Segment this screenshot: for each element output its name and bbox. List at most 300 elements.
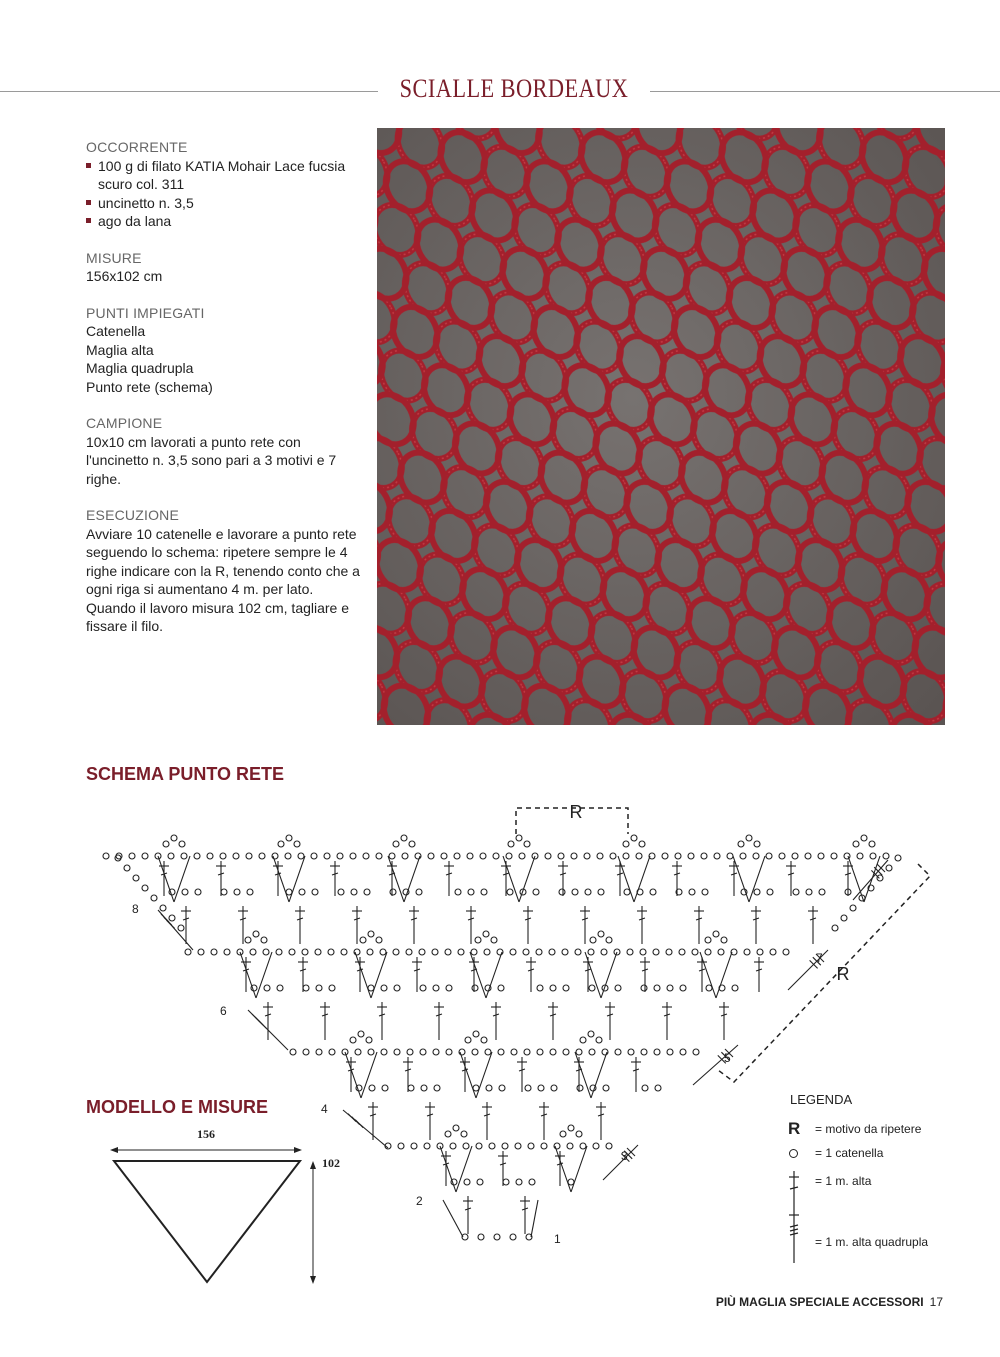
arrow-head-icon: [294, 1147, 302, 1153]
chain-stitch: [198, 949, 204, 955]
chain-stitch: [261, 937, 267, 943]
chain-stitch: [589, 1049, 595, 1055]
chain-stitch: [550, 1049, 556, 1055]
chain-stitch: [642, 1085, 648, 1091]
chain-stitch: [498, 985, 504, 991]
chain-stitch: [895, 855, 901, 861]
repeat-symbol-icon: R: [788, 1119, 801, 1138]
chain-stitch: [554, 1143, 560, 1149]
chain-stitch: [675, 853, 681, 859]
chain-stitch: [290, 1049, 296, 1055]
width-label: 156: [197, 1127, 215, 1141]
chain-stitch: [394, 1049, 400, 1055]
esecuzione-text: Avviare 10 catenelle e lavorare a punto rete seguendo lo schema: ripetere sempre le 4 righe indicare con la R, tenendo conto che a ogni riga si aumentano 4 m. per lato. Quando il lavoro misura 102 cm, tagliare e fissare il filo.: [86, 525, 360, 634]
v-stitch: [634, 856, 650, 902]
arrow-head-icon: [310, 1276, 316, 1284]
chain-stitch: [783, 949, 789, 955]
chain-stitch: [584, 853, 590, 859]
section-occorrente: [86, 138, 366, 231]
chain-stitch: [420, 1049, 426, 1055]
page-number: 17: [929, 1295, 943, 1309]
chain-stitch: [337, 853, 343, 859]
chain-stitch: [481, 889, 487, 895]
chain-stitch: [624, 889, 630, 895]
chain-stitch: [455, 889, 461, 895]
chain-stitch: [350, 1037, 356, 1043]
occorrente-item-1: 100 g di filato KATIA Mohair Lace fucsia scuro col. 311: [98, 157, 346, 192]
chain-stitch: [251, 985, 257, 991]
chain-stitch: [350, 853, 356, 859]
chain-stitch: [650, 889, 656, 895]
chain-stitch: [740, 853, 746, 859]
page-title: SCIALLE BORDEAUX: [399, 74, 629, 103]
misure-value: 156x102 cm: [86, 268, 163, 284]
quadruple-crochet-mark: [355, 1120, 363, 1128]
list-item: [86, 157, 366, 194]
section-misure: [86, 249, 366, 286]
chain-stitch: [571, 853, 577, 859]
chain-stitch: [368, 931, 374, 937]
chain-stitch: [485, 985, 491, 991]
chain-stitch: [473, 1085, 479, 1091]
chain-stitch: [499, 1085, 505, 1091]
chain-stitch: [465, 1037, 471, 1043]
v-stitch: [531, 1200, 538, 1237]
chain-stitch: [356, 1085, 362, 1091]
chain-stitch: [253, 931, 259, 937]
repeat-bracket-side: [718, 864, 930, 1082]
chain-stitch: [181, 853, 187, 859]
chain-stitch: [233, 853, 239, 859]
chain-stitch: [580, 1143, 586, 1149]
chain-stitch: [403, 889, 409, 895]
quadruple-crochet-icon: [784, 1209, 804, 1265]
chain-stitch: [692, 949, 698, 955]
chain-stitch: [185, 949, 191, 955]
chain-stitch: [551, 1085, 557, 1091]
chain-stitch: [597, 853, 603, 859]
chain-stitch: [459, 1049, 465, 1055]
v-stitch: [460, 1052, 476, 1098]
chain-stitch: [303, 1049, 309, 1055]
chain-stitch: [519, 853, 525, 859]
chain-stitch: [886, 865, 892, 871]
chain-stitch: [721, 937, 727, 943]
chain-stitch: [286, 835, 292, 841]
chain-stitch: [498, 1049, 504, 1055]
chain-stitch: [415, 853, 421, 859]
row-number-2: 2: [416, 1194, 423, 1208]
chain-stitch: [407, 1049, 413, 1055]
header-rule-right: [650, 91, 1000, 92]
chain-stitch: [753, 853, 759, 859]
chain-stitch: [524, 841, 530, 847]
chain-stitch: [445, 1131, 451, 1137]
chain-stitch: [524, 1049, 530, 1055]
chain-stitch: [451, 1179, 457, 1185]
chain-stitch: [525, 1085, 531, 1091]
chain-stitch: [441, 853, 447, 859]
v-stitch: [571, 1146, 587, 1192]
chain-stitch: [689, 889, 695, 895]
chain-stitch: [568, 1125, 574, 1131]
section-punti: [86, 304, 366, 397]
chain-stitch: [171, 835, 177, 841]
chain-stitch: [732, 985, 738, 991]
chain-stitch: [421, 1085, 427, 1091]
row-number-4: 4: [321, 1102, 328, 1116]
v-stitch: [555, 1146, 571, 1192]
chain-stitch: [606, 1143, 612, 1149]
triangle-shape: [114, 1161, 300, 1282]
chain-stitch: [580, 1037, 586, 1043]
chain-stitch: [666, 949, 672, 955]
chain-stitch: [207, 853, 213, 859]
legend-label-quad: = 1 m. alta quadrupla: [815, 1235, 929, 1249]
esecuzione-heading: ESECUZIONE: [86, 507, 180, 523]
chain-stitch: [382, 1085, 388, 1091]
row-number-3: 3: [621, 1149, 628, 1163]
chain-stitch: [538, 1085, 544, 1091]
chain-stitch: [857, 853, 863, 859]
chain-stitch: [572, 889, 578, 895]
chain-stitch: [467, 853, 473, 859]
chain-stitch: [593, 1143, 599, 1149]
bullet-icon: [86, 163, 91, 168]
row-number-6: 6: [220, 1004, 227, 1018]
chain-stitch: [508, 841, 514, 847]
chain-stitch: [367, 949, 373, 955]
chain-stitch: [450, 1143, 456, 1149]
chain-stitch: [869, 841, 875, 847]
chain-stitch: [224, 949, 230, 955]
punto-item-2: Maglia alta: [86, 341, 154, 358]
chain-stitch: [714, 853, 720, 859]
chain-stitch: [850, 905, 856, 911]
chain-stitch: [588, 949, 594, 955]
chain-stitch: [662, 853, 668, 859]
chain-stitch: [194, 853, 200, 859]
chain-stitch: [688, 853, 694, 859]
chain-stitch: [478, 1234, 484, 1240]
chain-stitch: [805, 853, 811, 859]
chain-stitch: [550, 985, 556, 991]
chain-stitch: [355, 1049, 361, 1055]
chain-stitch: [316, 1049, 322, 1055]
chain-stitch: [433, 1049, 439, 1055]
chain-stitch: [641, 985, 647, 991]
chain-stitch: [861, 835, 867, 841]
chain-stitch: [598, 889, 604, 895]
chain-stitch: [366, 1037, 372, 1043]
chain-stitch: [389, 853, 395, 859]
chain-stitch: [515, 1143, 521, 1149]
campione-heading: CAMPIONE: [86, 415, 163, 431]
occorrente-item-2: uncinetto n. 3,5: [98, 194, 194, 211]
chain-symbol-icon: [789, 1149, 798, 1158]
chain-stitch: [541, 1143, 547, 1149]
chain-stitch: [623, 841, 629, 847]
chain-stitch: [705, 937, 711, 943]
chain-stitch: [754, 841, 760, 847]
chain-stitch: [428, 853, 434, 859]
chain-stitch: [272, 853, 278, 859]
chain-stitch: [468, 889, 474, 895]
chain-stitch: [615, 985, 621, 991]
v-stitch: [733, 856, 749, 902]
chain-stitch: [360, 937, 366, 943]
chain-stitch: [329, 985, 335, 991]
v-stitch: [361, 1052, 377, 1098]
row-number-8: 8: [132, 902, 139, 916]
double-crochet-icon: [784, 1169, 804, 1213]
chain-stitch: [316, 985, 322, 991]
chain-stitch: [328, 949, 334, 955]
chain-stitch: [506, 853, 512, 859]
row-number-5: 5: [724, 1051, 731, 1065]
chain-stitch: [446, 1049, 452, 1055]
chain-stitch: [286, 889, 292, 895]
v-stitch: [575, 1052, 591, 1098]
chain-stitch: [667, 1049, 673, 1055]
chain-stitch: [351, 889, 357, 895]
chain-stitch: [705, 949, 711, 955]
section-esecuzione: [86, 506, 366, 636]
chain-stitch: [358, 1031, 364, 1037]
chain-stitch: [285, 853, 291, 859]
chain-stitch: [477, 1179, 483, 1185]
chain-stitch: [445, 949, 451, 955]
chain-stitch: [419, 949, 425, 955]
bullet-icon: [86, 200, 91, 205]
chain-stitch: [596, 1037, 602, 1043]
chain-stitch: [368, 985, 374, 991]
chain-stitch: [870, 853, 876, 859]
chain-stitch: [558, 853, 564, 859]
v-stitch: [456, 1146, 472, 1192]
chain-stitch: [568, 1179, 574, 1185]
arrow-head-icon: [110, 1147, 118, 1153]
chain-stitch: [590, 937, 596, 943]
chain-stitch: [533, 889, 539, 895]
chain-stitch: [577, 1085, 583, 1091]
chain-stitch: [628, 1049, 634, 1055]
chain-stitch: [792, 853, 798, 859]
punto-item-4: Punto rete (schema): [86, 378, 213, 395]
chain-stitch: [169, 915, 175, 921]
chain-stitch: [779, 853, 785, 859]
chain-stitch: [545, 853, 551, 859]
chain-stitch: [537, 985, 543, 991]
chain-stitch: [503, 1179, 509, 1185]
chain-stitch: [640, 949, 646, 955]
v-stitch: [256, 952, 272, 998]
chain-stitch: [702, 889, 708, 895]
chain-stitch: [602, 1049, 608, 1055]
chain-stitch: [220, 853, 226, 859]
chain-stitch: [588, 1031, 594, 1037]
chain-stitch: [234, 889, 240, 895]
chain-stitch: [494, 1234, 500, 1240]
chain-stitch: [472, 985, 478, 991]
v-stitch: [174, 856, 190, 902]
chain-stitch: [302, 949, 308, 955]
legend-label-repeat: = motivo da ripetere: [815, 1122, 922, 1136]
chain-stitch: [770, 949, 776, 955]
chain-stitch: [654, 1049, 660, 1055]
chain-stitch: [523, 949, 529, 955]
punto-item-3: Maglia quadrupla: [86, 360, 194, 376]
chain-stitch: [627, 949, 633, 955]
chain-stitch: [406, 949, 412, 955]
legend-label-chain: = 1 catenella: [815, 1146, 884, 1160]
chain-stitch: [393, 841, 399, 847]
chain-stitch: [529, 1179, 535, 1185]
chain-stitch: [369, 1085, 375, 1091]
repeat-label-top: R: [569, 802, 583, 822]
quadruple-crochet-mark: [258, 1020, 266, 1028]
chain-stitch: [603, 1085, 609, 1091]
chain-stitch: [471, 949, 477, 955]
chain-stitch: [402, 853, 408, 859]
chain-stitch: [381, 1049, 387, 1055]
chain-stitch: [575, 949, 581, 955]
chain-stitch: [160, 905, 166, 911]
chain-stitch: [364, 889, 370, 895]
occorrente-item-3: ago da lana: [98, 213, 172, 229]
chain-stitch: [615, 1049, 621, 1055]
shawl-photo: [377, 128, 945, 725]
chain-stitch: [394, 985, 400, 991]
chain-stitch: [536, 949, 542, 955]
chain-stitch: [562, 949, 568, 955]
chain-stitch: [390, 889, 396, 895]
chain-stitch: [493, 853, 499, 859]
chain-stitch: [585, 889, 591, 895]
chain-stitch: [631, 835, 637, 841]
chain-stitch: [563, 1049, 569, 1055]
chain-stitch: [528, 1143, 534, 1149]
chain-stitch: [475, 937, 481, 943]
chain-stitch: [458, 949, 464, 955]
chain-stitch: [376, 853, 382, 859]
legend-row: [780, 1171, 980, 1231]
chain-stitch: [516, 1179, 522, 1185]
chain-stitch: [589, 985, 595, 991]
row-number-7: 7: [816, 951, 823, 965]
chain-stitch: [129, 853, 135, 859]
chain-stitch: [549, 949, 555, 955]
chain-stitch: [598, 931, 604, 937]
legend-label-dc: = 1 m. alta: [815, 1174, 872, 1188]
chain-stitch: [169, 889, 175, 895]
chain-stitch: [211, 949, 217, 955]
chain-stitch: [680, 1049, 686, 1055]
mesh-photo-image: [377, 128, 945, 725]
chain-stitch: [263, 949, 269, 955]
chain-stitch: [294, 841, 300, 847]
chain-stitch: [576, 1131, 582, 1137]
chain-stitch: [277, 985, 283, 991]
chain-stitch: [476, 1143, 482, 1149]
chain-stitch: [744, 949, 750, 955]
chain-stitch: [163, 841, 169, 847]
occorrente-heading: OCCORRENTE: [86, 139, 188, 155]
chain-stitch: [182, 889, 188, 895]
chain-stitch: [381, 985, 387, 991]
chain-stitch: [380, 949, 386, 955]
row-number-1: 1: [554, 1232, 561, 1246]
chain-stitch: [289, 949, 295, 955]
chain-stitch: [511, 1049, 517, 1055]
chain-stitch: [486, 1085, 492, 1091]
legend-row: [780, 1143, 980, 1171]
v-stitch: [716, 952, 732, 998]
chain-stitch: [883, 853, 889, 859]
quadruple-crochet: [693, 1045, 738, 1085]
chain-stitch: [831, 853, 837, 859]
v-stitch: [355, 952, 371, 998]
chain-stitch: [727, 853, 733, 859]
chain-stitch: [363, 853, 369, 859]
chain-stitch: [393, 949, 399, 955]
chain-stitch: [510, 1234, 516, 1240]
arrow-head-icon: [310, 1161, 316, 1169]
chain-stitch: [124, 865, 130, 871]
chain-stitch: [464, 1179, 470, 1185]
chain-stitch: [433, 985, 439, 991]
chain-stitch: [446, 985, 452, 991]
modello-heading: MODELLO E MISURE: [86, 1097, 269, 1117]
chain-stitch: [832, 925, 838, 931]
chain-stitch: [276, 949, 282, 955]
list-item: [86, 212, 366, 231]
chain-stitch: [590, 1085, 596, 1091]
chain-stitch: [767, 889, 773, 895]
chain-stitch: [264, 985, 270, 991]
chain-stitch: [485, 1049, 491, 1055]
chain-stitch: [303, 985, 309, 991]
chain-stitch: [516, 835, 522, 841]
repeat-label-side: R: [836, 964, 850, 984]
chain-stitch: [424, 1143, 430, 1149]
chain-stitch: [693, 1049, 699, 1055]
header-rule-left: [0, 91, 378, 92]
v-stitch: [470, 952, 486, 998]
chain-stitch: [454, 853, 460, 859]
chain-stitch: [601, 949, 607, 955]
chain-stitch: [473, 1031, 479, 1037]
chain-stitch: [432, 949, 438, 955]
chain-stitch: [142, 853, 148, 859]
punto-item-1: Catenella: [86, 323, 146, 339]
chain-stitch: [245, 937, 251, 943]
chain-stitch: [221, 889, 227, 895]
chain-stitch: [713, 931, 719, 937]
list-item: [86, 194, 366, 213]
v-stitch: [273, 856, 289, 902]
chain-stitch: [502, 1143, 508, 1149]
chain-stitch: [706, 985, 712, 991]
info-column: [86, 138, 366, 654]
chain-stitch: [484, 949, 490, 955]
chain-stitch: [324, 853, 330, 859]
chain-stitch: [368, 1049, 374, 1055]
chain-stitch: [312, 889, 318, 895]
chain-stitch: [483, 931, 489, 937]
chain-stitch: [411, 1143, 417, 1149]
chain-stitch: [754, 889, 760, 895]
